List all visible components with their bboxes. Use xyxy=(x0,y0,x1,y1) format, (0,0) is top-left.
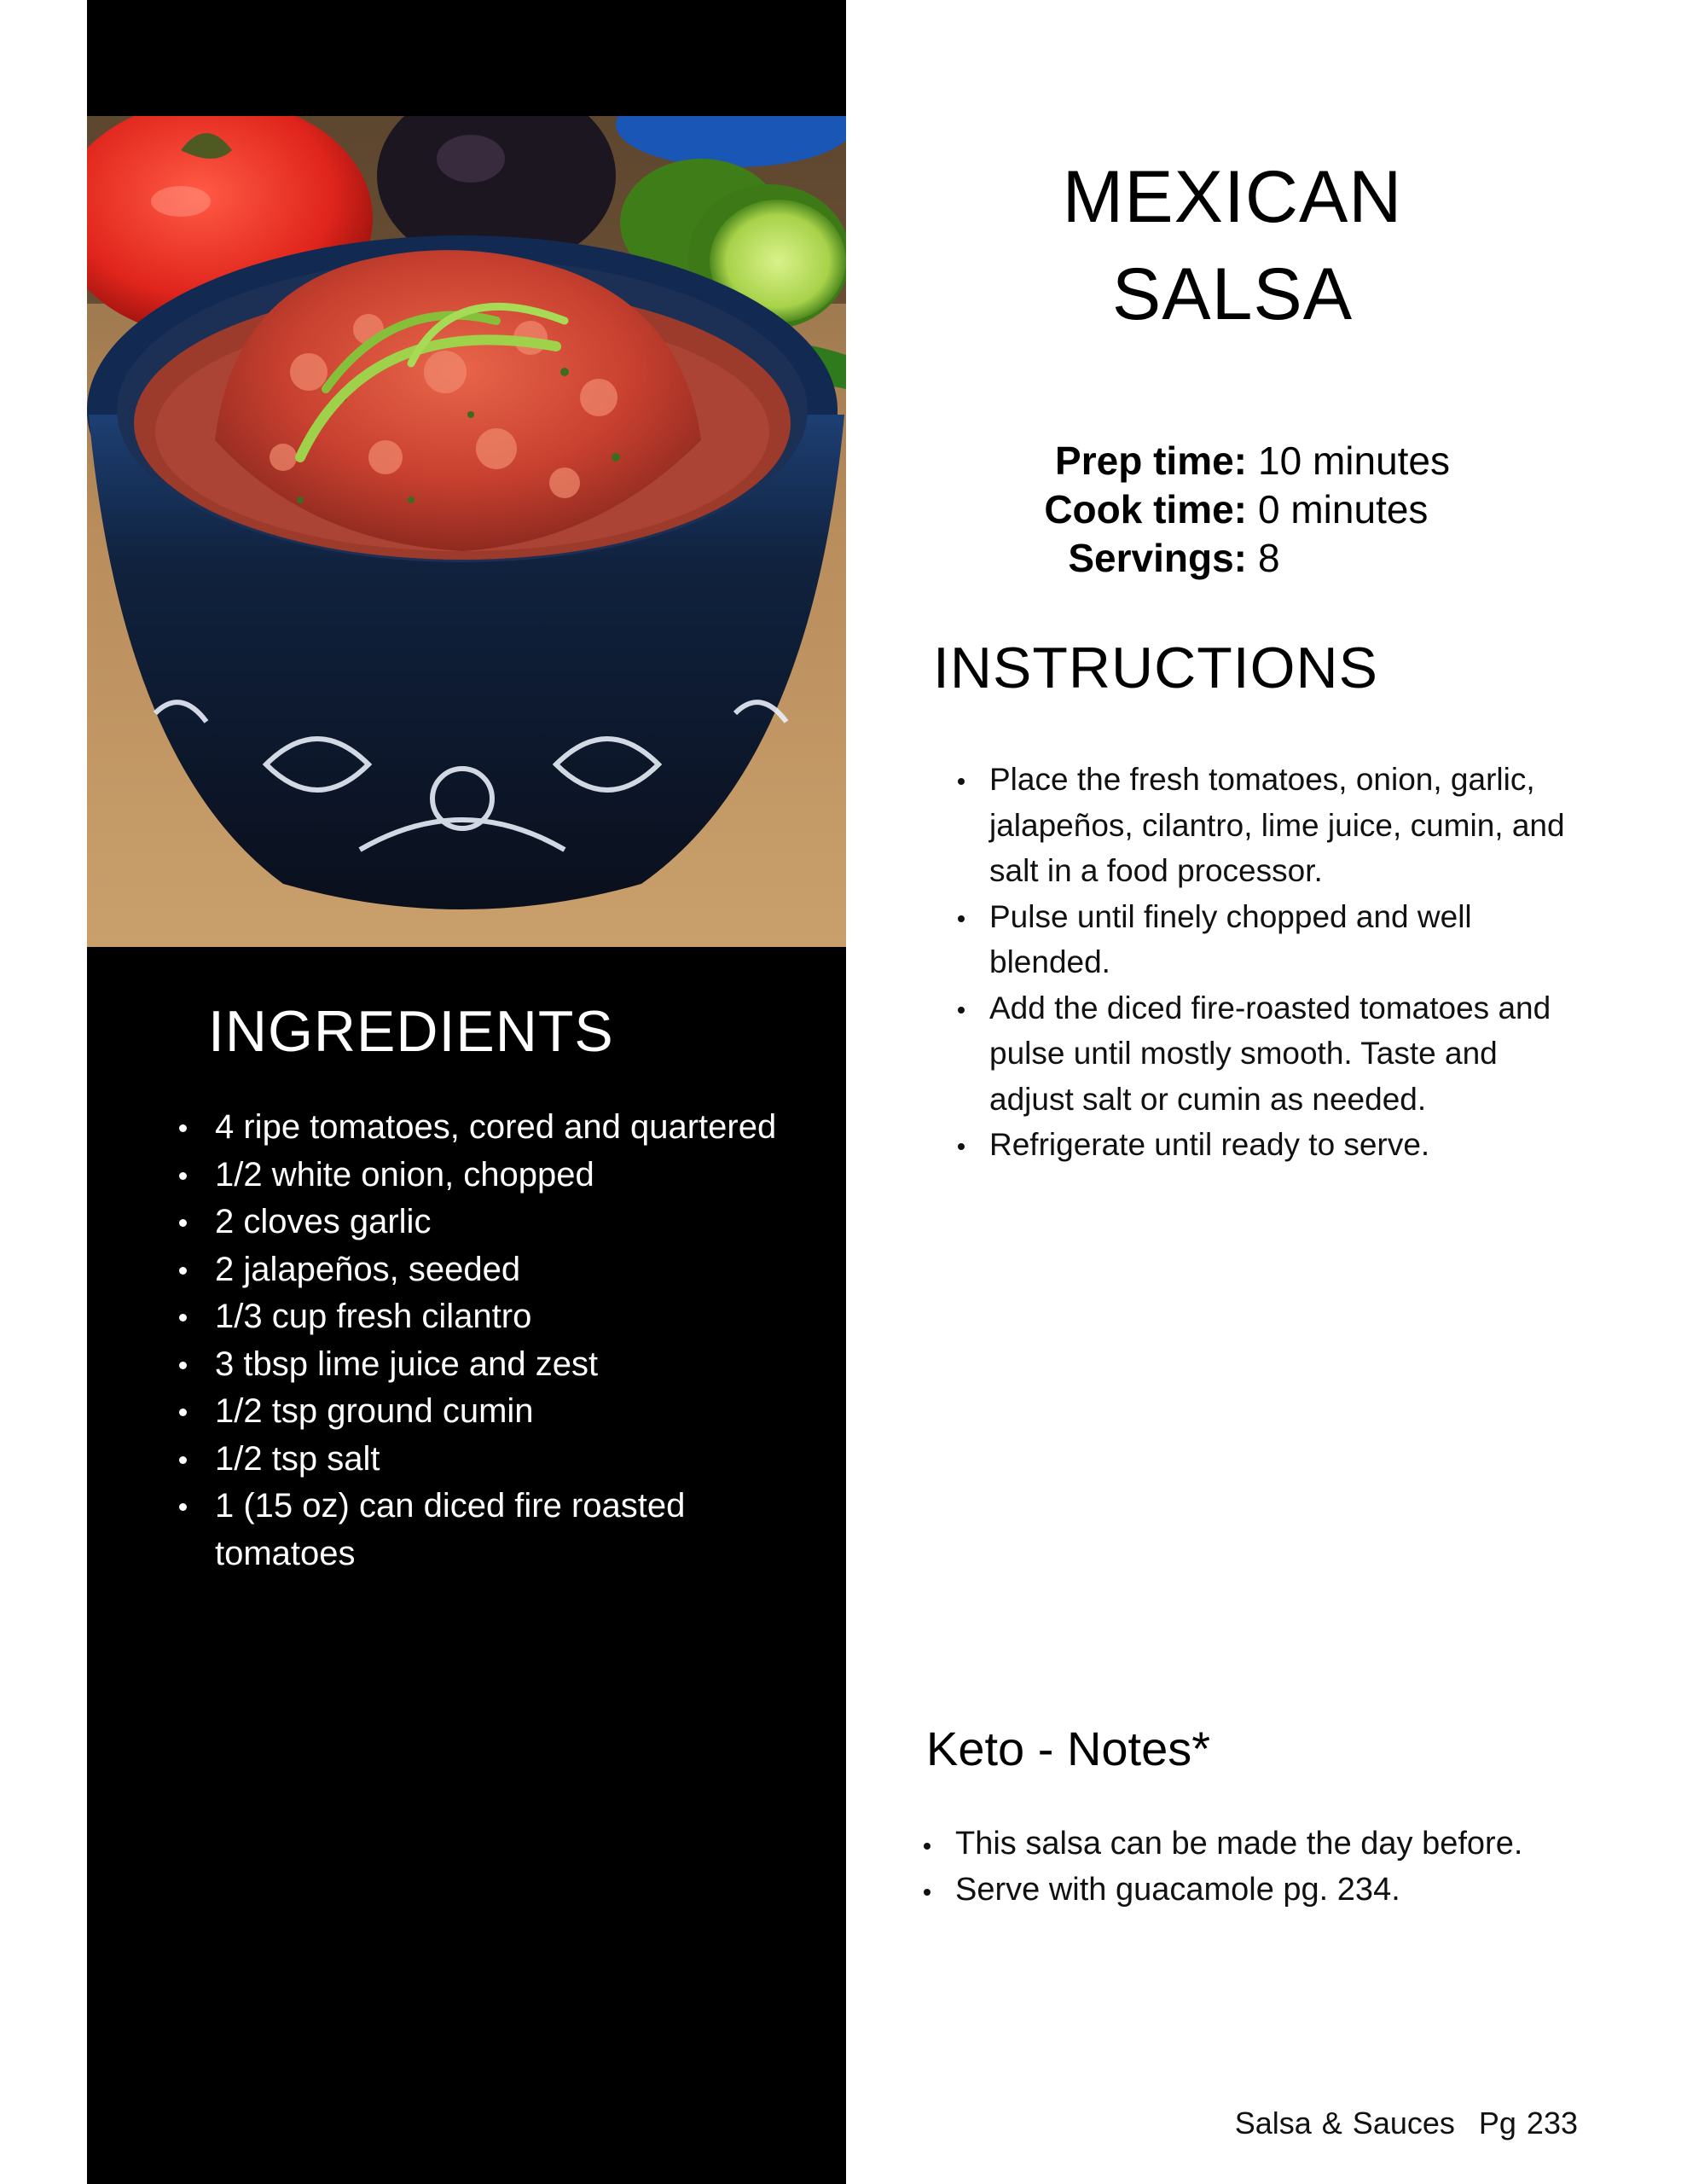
cook-time-row xyxy=(904,485,1561,534)
notes-title: Keto - Notes* xyxy=(926,1722,1211,1775)
ingredient-item: 4 ripe tomatoes, cored and quartered xyxy=(171,1104,802,1152)
servings-row xyxy=(904,534,1561,583)
servings-value: 8 xyxy=(1258,536,1280,580)
page-footer xyxy=(1194,2106,1578,2141)
ingredient-item: 1/3 cup fresh cilantro xyxy=(171,1293,802,1341)
recipe-meta xyxy=(904,437,1561,583)
ingredients-title: INGREDIENTS xyxy=(208,999,614,1064)
ingredient-item: 2 jalapeños, seeded xyxy=(171,1246,802,1294)
prep-time-label: Prep time: xyxy=(1055,439,1247,483)
ingredient-item: 1/2 tsp salt xyxy=(171,1436,802,1484)
instruction-item: Place the fresh tomatoes, onion, garlic, jalapeños, cilantro, lime juice, cumin, and salt in a food processor. xyxy=(955,757,1586,894)
instruction-item: Add the diced fire-roasted tomatoes and pulse until mostly smooth. Taste and adjust salt or cumin as needed. xyxy=(955,985,1586,1123)
ingredient-item: 1/2 white onion, chopped xyxy=(171,1152,802,1199)
page-number: Pg 233 xyxy=(1478,2106,1578,2140)
instruction-item: Refrigerate until ready to serve. xyxy=(955,1122,1586,1168)
prep-time-row xyxy=(904,437,1561,485)
recipe-title-line2: SALSA xyxy=(1111,253,1354,335)
ingredient-item: 2 cloves garlic xyxy=(171,1199,802,1246)
prep-time-value: 10 minutes xyxy=(1258,439,1451,483)
ingredient-item: 1 (15 oz) can diced fire roasted tomatoes xyxy=(171,1483,802,1577)
instructions-list xyxy=(955,757,1586,1168)
note-item: This salsa can be made the day before. xyxy=(921,1821,1586,1867)
instructions-title: INSTRUCTIONS xyxy=(933,636,1378,700)
ingredients-list xyxy=(171,1104,802,1577)
ingredient-item: 3 tbsp lime juice and zest xyxy=(171,1341,802,1389)
cook-time-label: Cook time: xyxy=(1044,487,1247,531)
cook-time-value: 0 minutes xyxy=(1258,487,1429,531)
notes-list xyxy=(921,1821,1586,1913)
instruction-item: Pulse until finely chopped and well blended. xyxy=(955,894,1586,985)
salsa-bowl-photo xyxy=(87,116,846,947)
recipe-title-line1: MEXICAN xyxy=(1062,156,1403,238)
note-item: Serve with guacamole pg. 234. xyxy=(921,1867,1586,1914)
servings-label: Servings: xyxy=(1068,536,1247,580)
footer-section: Salsa & Sauces xyxy=(1234,2106,1455,2140)
ingredient-item: 1/2 tsp ground cumin xyxy=(171,1388,802,1436)
